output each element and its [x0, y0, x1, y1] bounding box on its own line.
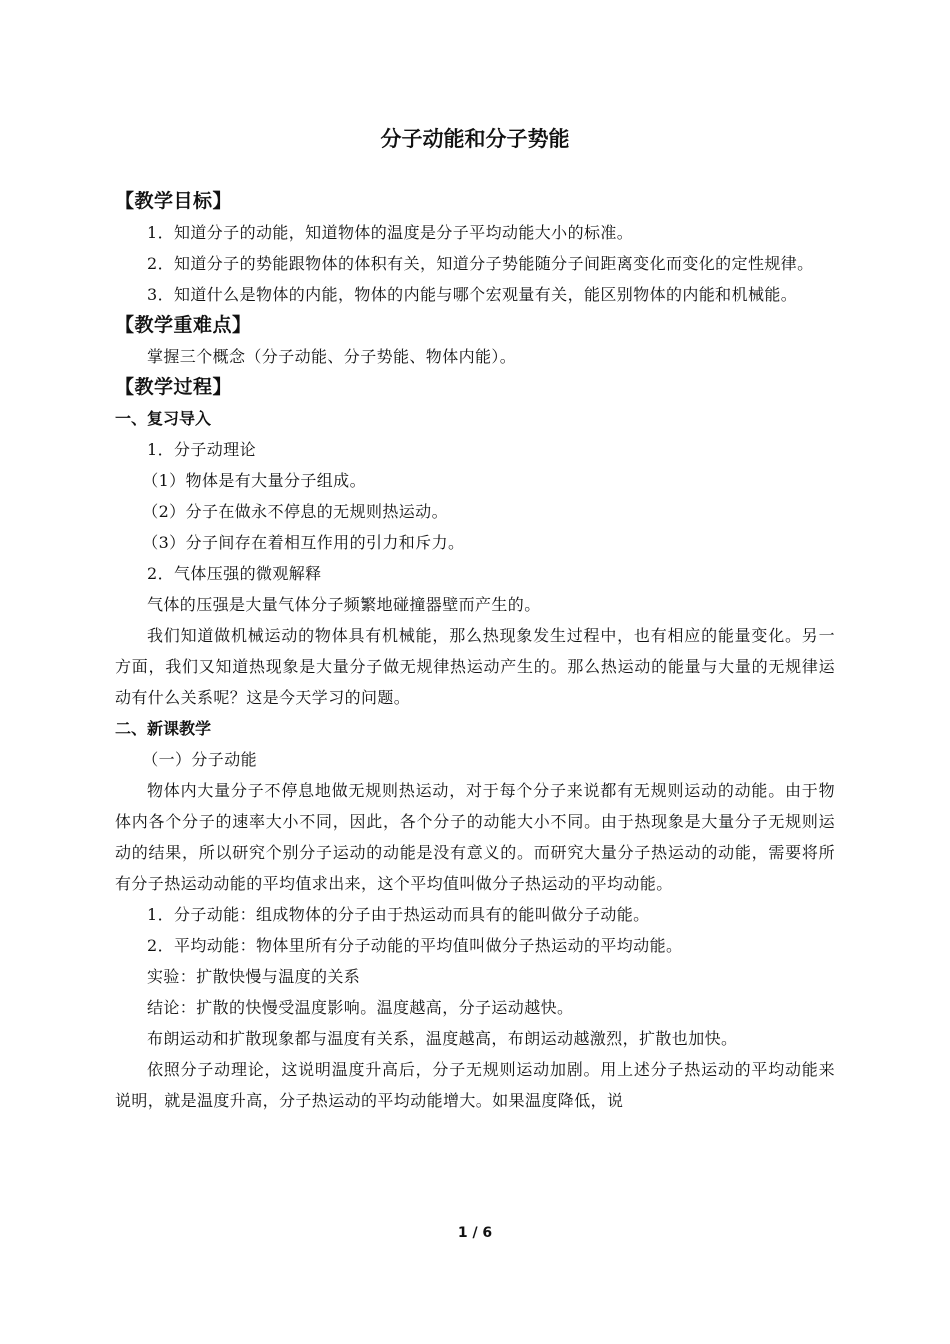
goal-item: 3．知道什么是物体的内能，物体的内能与哪个宏观量有关，能区别物体的内能和机械能。: [147, 285, 798, 304]
section-heading-goals: 【教学目标】: [115, 190, 233, 212]
paragraph: （2）分子在做永不停息的无规则热运动。: [142, 502, 448, 521]
keypoints-text: 掌握三个概念（分子动能、分子势能、物体内能）。: [147, 347, 517, 366]
document-body: [115, 124, 835, 1116]
paragraph: （1）物体是有大量分子组成。: [142, 471, 366, 490]
paragraph: 结论：扩散的快慢受温度影响。温度越高，分子运动越快。: [147, 998, 574, 1017]
document-title: 分子动能和分子势能: [380, 127, 570, 151]
paragraph: 物体内大量分子不停息地做无规则热运动，对于每个分子来说都有无规则运动的动能。由于物体内各个分子的速率大小不同，因此，各个分子的动能大小不同。由于热现象是大量分子无规则运动的结果，所以研究个别分子运动的动能是没有意义的。而研究大量分子热运动的动能，需要将所有分子热运动动能的平均值求出来，这个平均值叫做分子热运动的平均动能。: [115, 781, 835, 893]
section-heading-keypoints: 【教学重难点】: [115, 314, 252, 336]
paragraph: （一）分子动能: [142, 750, 257, 769]
paragraph: 气体的压强是大量气体分子频繁地碰撞器壁而产生的。: [147, 595, 541, 614]
section-heading-process: 【教学过程】: [115, 376, 233, 398]
paragraph: 1．分子动理论: [147, 440, 256, 459]
paragraph: 1．分子动能：组成物体的分子由于热运动而具有的能叫做分子动能。: [147, 905, 650, 924]
subsection-heading-review: 一、复习导入: [115, 409, 212, 428]
paragraph: （3）分子间存在着相互作用的引力和斥力。: [142, 533, 465, 552]
subsection-heading-new-lesson: 二、新课教学: [115, 719, 212, 738]
paragraph: 布朗运动和扩散现象都与温度有关系，温度越高，布朗运动越激烈，扩散也加快。: [147, 1029, 738, 1048]
page-indicator: 1 / 6: [457, 1225, 493, 1241]
paragraph: 2．平均动能：物体里所有分子动能的平均值叫做分子热运动的平均动能。: [147, 936, 683, 955]
paragraph: 实验：扩散快慢与温度的关系: [147, 967, 361, 986]
paragraph: 依照分子动理论，这说明温度升高后，分子无规则运动加剧。用上述分子热运动的平均动能来说明，就是温度升高，分子热运动的平均动能增大。如果温度降低，说: [115, 1060, 835, 1110]
paragraph: 2．气体压强的微观解释: [147, 564, 322, 583]
goal-item: 1．知道分子的动能，知道物体的温度是分子平均动能大小的标准。: [147, 223, 634, 242]
goal-item: 2．知道分子的势能跟物体的体积有关，知道分子势能随分子间距离变化而变化的定性规律。: [147, 254, 814, 273]
paragraph: 我们知道做机械运动的物体具有机械能，那么热现象发生过程中，也有相应的能量变化。另一方面，我们又知道热现象是大量分子做无规律热运动产生的。那么热运动的能量与大量的无规律运动有什么关系呢？这是今天学习的问题。: [115, 626, 835, 707]
